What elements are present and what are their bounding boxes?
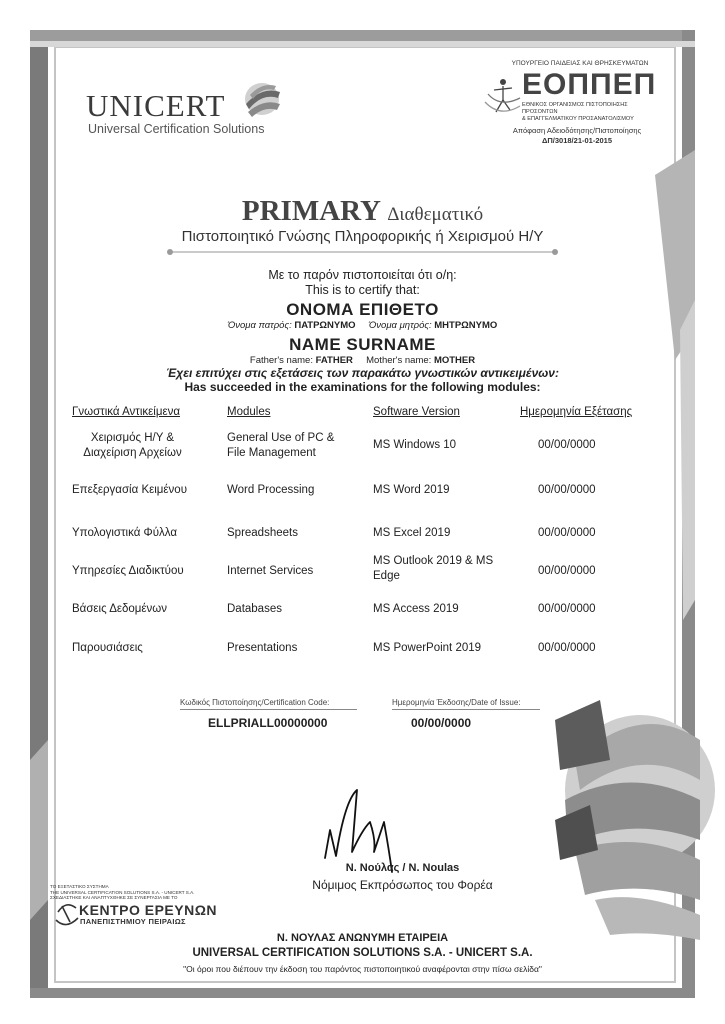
- research-centre-note-line1: ΤΟ ΕΞΕΤΑΣΤΙΚΟ ΣΥΣΤΗΜΑ: [50, 884, 109, 889]
- mother-label-greek: Όνομα μητρός:: [368, 320, 432, 331]
- header-software: Software Version: [373, 406, 460, 418]
- row6-module: Presentations: [227, 642, 298, 654]
- holder-name-greek: ΟΝΟΜΑ ΕΠΙΘΕΤΟ: [286, 300, 439, 319]
- frame-outer-bottom: [30, 988, 695, 998]
- frame-outer-top: [30, 30, 695, 41]
- research-centre-note-line3: ΣΧΕΔΙΑΣΤΗΚΕ ΚΑΙ ΑΝΑΠΤΥΧΘΗΚΕ ΣΕ ΣΥΝΕΡΓΑΣΙΑ ΜΕ ΤΟ: [50, 895, 178, 901]
- row3-software: MS Excel 2019: [373, 527, 451, 539]
- row3-subject: Υπολογιστικά Φύλλα: [72, 527, 177, 539]
- row1-module-line1: General Use of PC &: [227, 432, 335, 444]
- row4-software-line2: Edge: [373, 570, 400, 582]
- holder-parents-english: [0, 355, 725, 366]
- row2-software: MS Word 2019: [373, 484, 450, 496]
- success-statement-english: Has succeeded in the examinations for the following modules:: [184, 380, 541, 394]
- row1-software: MS Windows 10: [373, 439, 457, 451]
- footer-company-greek: Ν. ΝΟΥΛΑΣ ΑΝΩΝΥΜΗ ΕΤΑΙΡΕΙΑ: [276, 932, 449, 944]
- unicert-logo-subtitle: Universal Certification Solutions: [88, 122, 265, 136]
- research-centre-subtitle: ΠΑΝΕΠΙΣΤΗΜΙΟΥ ΠΕΙΡΑΙΩΣ: [80, 917, 186, 926]
- certification-code-rule: [180, 709, 357, 710]
- eoppep-decision-label: Απόφαση Αδειοδότησης/Πιστοποίησης: [512, 126, 642, 135]
- certification-code-label: Κωδικός Πιστοποίησης/Certification Code:: [180, 698, 330, 707]
- mother-label-english: Mother's name:: [366, 355, 432, 366]
- father-value-greek: ΠΑΤΡΩΝΥΜΟ: [294, 320, 356, 331]
- header-exam-date: Ημερομηνία Εξέτασης: [520, 406, 633, 418]
- row5-software: MS Access 2019: [373, 603, 459, 615]
- research-centre-note-line2: THE UNIVERSAL CERTIFICATION SOLUTIONS S.A. - UNICERT S.A.: [50, 889, 195, 895]
- eoppep-description-line2: & ΕΠΑΓΓΕΛΜΑΤΙΚΟΥ ΠΡΟΣΑΝΑΤΟΛΙΣΜΟΥ: [522, 116, 634, 122]
- intro-english: This is to certify that:: [305, 283, 420, 297]
- father-value-english: FATHER: [315, 355, 353, 366]
- row2-module: Word Processing: [227, 484, 315, 496]
- row5-subject: Βάσεις Δεδομένων: [72, 603, 168, 615]
- certificate-title-main: PRIMARY: [241, 195, 380, 227]
- footer-terms-note: "Οι όροι που διέπουν την έκδοση του παρόντος πιστοποιητικού αναφέρονται στην πίσω σελίδα": [183, 964, 542, 974]
- row4-module: Internet Services: [227, 565, 314, 577]
- row4-subject: Υπηρεσίες Διαδικτύου: [72, 565, 184, 577]
- footer-company-english: UNIVERSAL CERTIFICATION SOLUTIONS S.A. - UNICERT S.A.: [192, 947, 533, 959]
- header-modules: Modules: [227, 406, 271, 418]
- header-subjects: Γνωστικά Αντικείμενα: [72, 406, 180, 418]
- certificate-subtitle: Πιστοποιητικό Γνώσης Πληροφορικής ή Χειρισμού Η/Υ: [181, 228, 544, 245]
- research-centre-title: ΚΕΝΤΡΟ ΕΡΕΥΝΩΝ: [79, 902, 218, 918]
- row4-software: [373, 554, 493, 584]
- signatory-name: Ν. Νούλας / N. Noulas: [345, 862, 460, 874]
- table-row-subject: [60, 431, 205, 461]
- ministry-name: ΥΠΟΥΡΓΕΙΟ ΠΑΙΔΕΙΑΣ ΚΑΙ ΘΡΗΣΚΕΥΜΑΤΩΝ: [511, 60, 649, 67]
- father-label-greek: Όνομα πατρός:: [227, 320, 292, 331]
- research-centre-note: [50, 884, 220, 901]
- intro-greek: Με το παρόν πιστοποιείται ότι ο/η:: [268, 268, 457, 282]
- row4-date: 00/00/0000: [538, 565, 596, 577]
- row3-module: Spreadsheets: [227, 527, 298, 539]
- certificate-title-accent: Διαθεματικό: [387, 204, 484, 225]
- eoppep-acronym: ΕΟΠΠΕΠ: [522, 68, 657, 101]
- row2-date: 00/00/0000: [538, 484, 596, 496]
- certificate-title: [0, 195, 725, 228]
- row5-date: 00/00/0000: [538, 603, 596, 615]
- father-label-english: Father's name:: [249, 355, 313, 366]
- unicert-logo-name: UNICERT: [86, 88, 226, 123]
- holder-name-english: NAME SURNAME: [289, 335, 436, 354]
- mother-value-greek: ΜΗΤΡΩΝΥΜΟ: [434, 320, 498, 331]
- corner-wedge-left: [30, 740, 48, 920]
- row1-subject-line1: Χειρισμός Η/Υ &: [90, 432, 175, 444]
- date-of-issue-label: Ημερομηνία Έκδοσης/Date of Issue:: [392, 698, 521, 707]
- signatory-role: Νόμιμος Εκπρόσωπος του Φορέα: [312, 878, 493, 892]
- holder-parents-greek: [0, 320, 725, 331]
- row3-date: 00/00/0000: [538, 527, 596, 539]
- eoppep-description-line1: ΕΘΝΙΚΟΣ ΟΡΓΑΝΙΣΜΟΣ ΠΙΣΤΟΠΟΙΗΣΗΣ ΠΡΟΣΟΝΤΩΝ: [522, 102, 628, 115]
- table-row-module: [227, 431, 334, 461]
- date-of-issue-value: 00/00/0000: [411, 716, 472, 730]
- certification-code-value: ELLPRIALL00000000: [208, 716, 328, 730]
- success-statement-greek: Έχει επιτύχει στις εξετάσεις των παρακάτω γνωστικών αντικειμένων:: [166, 366, 559, 380]
- title-underline-right-dot: [552, 249, 558, 255]
- row6-subject: Παρουσιάσεις: [72, 642, 143, 654]
- mother-value-english: MOTHER: [433, 355, 476, 366]
- row6-date: 00/00/0000: [538, 642, 596, 654]
- row2-subject: Επεξεργασία Κειμένου: [72, 484, 187, 496]
- row1-subject-line2: Διαχείριση Αρχείων: [83, 447, 182, 459]
- row4-software-line1: MS Outlook 2019 & MS: [373, 555, 494, 567]
- row1-module-line2: File Management: [227, 447, 316, 459]
- row5-module: Databases: [227, 603, 282, 615]
- row1-date: 00/00/0000: [538, 439, 596, 451]
- eoppep-description: [522, 102, 652, 123]
- title-underline-left-dot: [167, 249, 173, 255]
- eoppep-decision-code: ΔΠ/3018/21-01-2015: [541, 136, 613, 145]
- date-of-issue-rule: [392, 709, 540, 710]
- row6-software: MS PowerPoint 2019: [373, 642, 482, 654]
- frame-band-top: [30, 41, 695, 47]
